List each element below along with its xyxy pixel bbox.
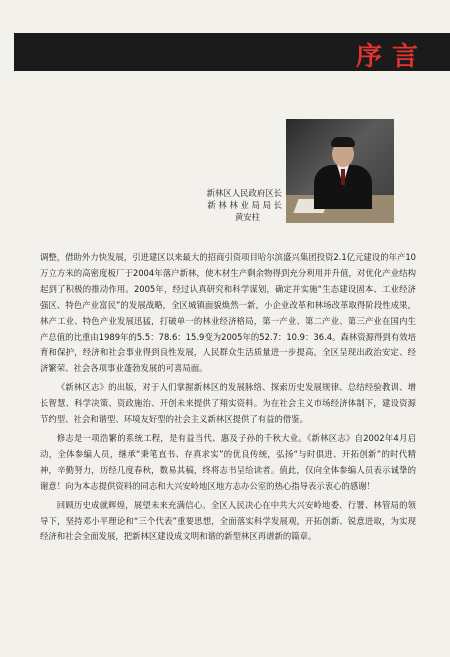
author-portrait (286, 119, 394, 223)
preface-body (40, 250, 416, 548)
author-title-2: 新 林 林 业 局 局 长 (207, 200, 282, 210)
author-name: 黄安柱 (234, 212, 260, 222)
portrait-hair (331, 137, 355, 147)
paragraph: 《新林区志》的出版，对于人们掌握新林区的发展脉络、探索历史发展规律、总结经验教训、增长智慧、科学决策、资政施治、开创未来提供了翔实资料。为在社会主义市场经济体制下，建设资源节约型、社会和谐型、环境友好型的社会主义新林区提供了有益的借鉴。 (40, 382, 416, 425)
paragraph: 修志是一项浩繁的系统工程，是有益当代、惠及子孙的千秋大业。《新林区志》自2002年4月启动，全体参编人员，继承“秉笔直书、存真求实”的优良传统，弘扬“与时俱进、开拓创新”的时代精神，辛勤努力，历经几度春秋，数易其稿，终将志书呈给读者。值此，仅向全体参编人员表示诚挚的谢意！向为本志提供资料的同志和大兴安岭地区地方志办公室的热心指导表示衷心的感谢！ (40, 432, 416, 491)
author-title-1: 新林区人民政府区长 (206, 188, 282, 198)
header-banner (14, 33, 450, 71)
paragraph: 回顾历史成就辉煌，展望未来充满信心。全区人民决心在中共大兴安岭地委、行署、林管局的领导下，坚持邓小平理论和“三个代表”重要思想，全面落实科学发展观，开拓创新、锐意进取，为实现经济和社会全面发展，把新林区建设成文明和谐的新型林区再谱新的篇章。 (40, 499, 416, 542)
author-caption (148, 187, 282, 223)
portrait-tie (341, 169, 345, 185)
paragraph: 调整，借助外力快发展，引进建区以来最大的招商引资项目哈尔滨盛兴集团投资2.1亿元建设的年产10万立方米的高密度板厂于2004年落户新林，使木材生产剩余物得到充分利用并升值，对优化产业结构起到了积极的推动作用。2005年，经过认真研究和科学谋划，确定并实施“生态建设固本、工业经济强区、特色产业富民”的发展战略，全区城镇面貌焕然一新，小企业改革和林场改革取得阶段性成果，林产工业、特色产业发展迅猛，打破单一的林业经济格局，第一产业、第二产业、第三产业在国内生产总值的比重由1989年的5.5：78.6：15.9变为2005年的52.7：10.9：36.4。森林资源得到有效培育和保护，经济和社会事业得到良性发展，人民群众生活质量进一步提高，全区呈现出政治安定、经济繁荣、社会各项事业蓬勃发展的可喜局面。 (40, 252, 416, 374)
page-title: 序言 (355, 42, 428, 72)
